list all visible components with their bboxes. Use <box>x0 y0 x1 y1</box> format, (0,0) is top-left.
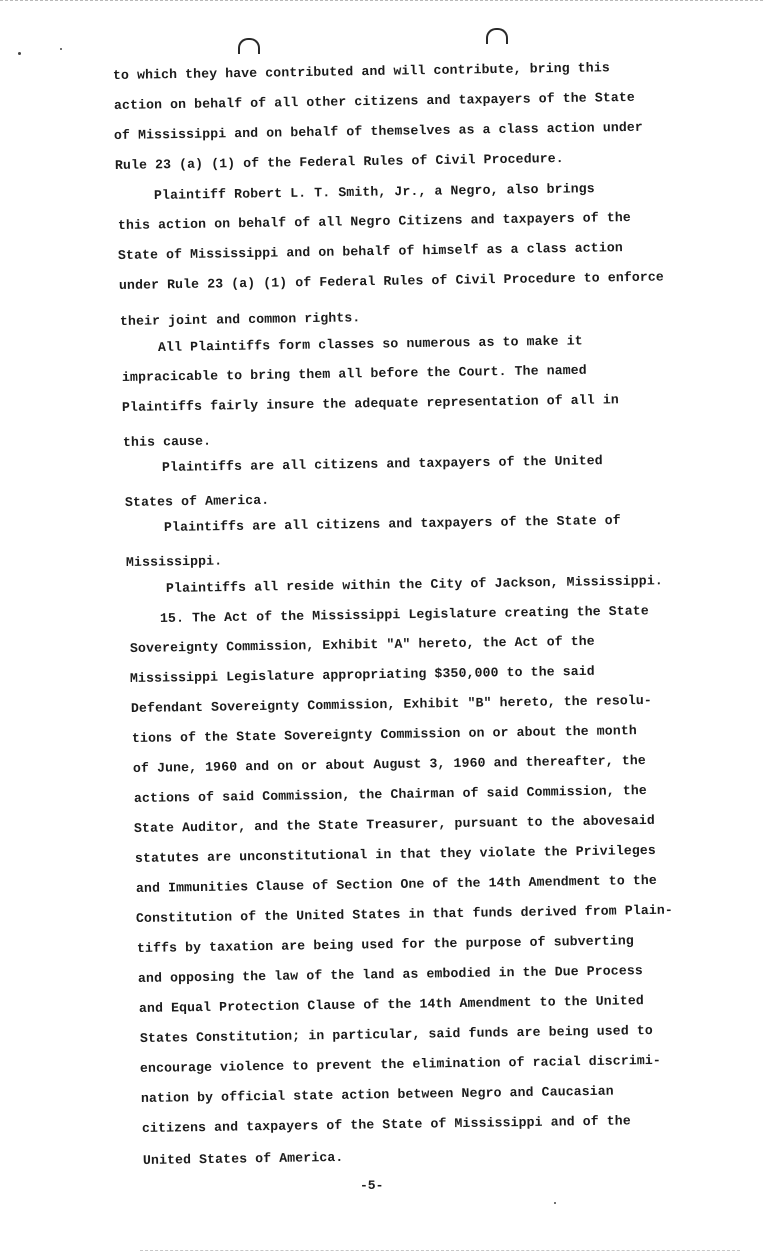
text-line: All Plaintiffs form classes so numerous as to make it <box>157 333 583 355</box>
page-number: -5- <box>360 1178 384 1193</box>
text-line: action on behalf of all other citizens and taxpayers of the State <box>113 89 635 113</box>
text-line: Plaintiffs are all citizens and taxpayers of the United <box>161 453 603 475</box>
text-line: Mississippi Legislature appropriating $350,000 to the said <box>129 663 595 686</box>
text-line: Defendant Sovereignty Commission, Exhibit "B" hereto, the resolu- <box>130 692 652 716</box>
text-line: Plaintiffs fairly insure the adequate representation of all in <box>121 392 619 415</box>
text-line: of June, 1960 and on or about August 3, 1960 and thereafter, the <box>132 752 646 776</box>
text-line: this action on behalf of all Negro Citizens and taxpayers of the <box>117 209 631 233</box>
text-line: and Equal Protection Clause of the 14th Amendment to the United <box>138 993 644 1016</box>
scan-speck <box>18 52 21 55</box>
text-line: States of America. <box>124 492 270 510</box>
text-line: citizens and taxpayers of the State of Mississippi and of the <box>141 1113 631 1136</box>
text-line: this cause. <box>122 433 212 450</box>
text-line: and opposing the law of the land as embodied in the Due Process <box>137 963 643 986</box>
text-line: State Auditor, and the State Treasurer, pursuant to the abovesaid <box>133 812 655 836</box>
text-line: State of Mississippi and on behalf of himself as a class action <box>117 240 623 263</box>
text-line: tions of the State Sovereignty Commission on or about the month <box>131 723 637 746</box>
text-line: encourage violence to prevent the elimination of racial discrimi- <box>139 1052 661 1076</box>
text-line: tiffs by taxation are being used for the purpose of subverting <box>136 933 634 956</box>
text-line: Mississippi. <box>125 553 223 570</box>
text-line: Constitution of the United States in that funds derived from Plain- <box>135 902 673 926</box>
bottom-edge-dashes <box>140 1250 740 1252</box>
text-line: statutes are unconstitutional in that they violate the Privileges <box>134 842 656 866</box>
text-line: under Rule 23 (a) (1) of Federal Rules of Civil Procedure to enforce <box>118 269 664 293</box>
text-line: impracicable to bring them all before the Court. The named <box>121 362 587 385</box>
text-line: actions of said Commission, the Chairman of said Commission, the <box>133 782 647 806</box>
text-line: their joint and common rights. <box>119 310 361 329</box>
text-line: Sovereignty Commission, Exhibit "A" hereto, the Act of the <box>129 633 595 656</box>
text-line: States Constitution; in particular, said funds are being used to <box>139 1022 653 1046</box>
scan-speck <box>60 48 62 50</box>
text-line: Plaintiffs all reside within the City of Jackson, Mississippi. <box>165 573 663 596</box>
text-line: Rule 23 (a) (1) of the Federal Rules of Civil Procedure. <box>114 150 564 173</box>
text-line: and Immunities Clause of Section One of the 14th Amendment to the <box>135 872 657 896</box>
text-line: of Mississippi and on behalf of themselves as a class action under <box>113 119 643 143</box>
text-line: United States of America. <box>142 1149 344 1168</box>
text-line: Plaintiff Robert L. T. Smith, Jr., a Negro, also brings <box>153 181 595 203</box>
top-edge-dashes <box>0 0 763 2</box>
text-line: to which they have contributed and will contribute, bring this <box>112 60 610 83</box>
punch-hole-mark <box>486 28 508 44</box>
scan-speck <box>554 1202 556 1204</box>
punch-hole-mark <box>238 38 260 54</box>
text-line: nation by official state action between Negro and Caucasian <box>140 1083 614 1106</box>
text-line: Plaintiffs are all citizens and taxpayers of the State of <box>163 512 621 535</box>
text-line: 15. The Act of the Mississippi Legislature creating the State <box>159 603 649 626</box>
